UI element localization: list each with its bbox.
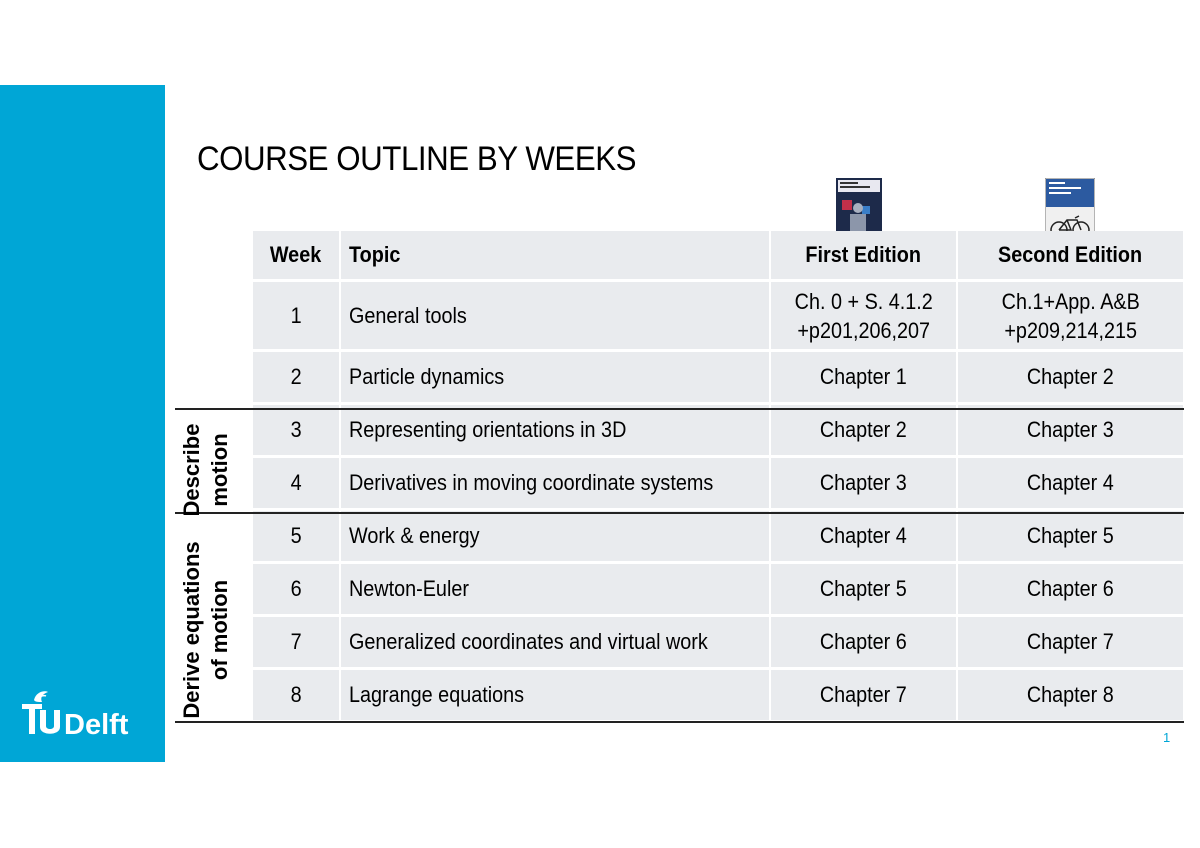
first-edition-cell: Chapter 6 (770, 616, 957, 669)
topic-cell: Representing orientations in 3D (340, 404, 770, 457)
week-cell: 1 (253, 281, 340, 351)
table-row (253, 563, 1184, 616)
group-divider (175, 512, 1184, 514)
week-cell: 8 (253, 669, 340, 722)
page-number: 1 (1163, 730, 1171, 745)
week-cell: 3 (253, 404, 340, 457)
course-outline-table (253, 231, 1185, 723)
group-label-describe-motion: Describe motion (179, 423, 232, 517)
topic-cell: General tools (340, 281, 770, 351)
header-topic: Topic (340, 231, 770, 281)
week-cell: 6 (253, 563, 340, 616)
second-edition-cell: Chapter 7 (957, 616, 1184, 669)
topic-cell: Work & energy (340, 510, 770, 563)
tudelft-logo (20, 690, 150, 740)
first-edition-cell: Ch. 0 + S. 4.1.2 +p201,206,207 (770, 281, 957, 351)
week-cell: 5 (253, 510, 340, 563)
group-divider (175, 408, 1184, 410)
table-row (253, 351, 1184, 404)
first-edition-cell: Chapter 7 (770, 669, 957, 722)
table-bottom-rule (175, 721, 1184, 723)
second-edition-cell: Chapter 6 (957, 563, 1184, 616)
first-edition-cell: Chapter 4 (770, 510, 957, 563)
second-edition-cell: Ch.1+App. A&B +p209,214,215 (957, 281, 1184, 351)
table-row (253, 616, 1184, 669)
header-second-edition: Second Edition (957, 231, 1184, 281)
week-cell: 7 (253, 616, 340, 669)
first-edition-cell: Chapter 3 (770, 457, 957, 510)
brand-sidebar (0, 85, 165, 762)
table-header-row (253, 231, 1184, 281)
table-row (253, 281, 1184, 351)
first-edition-cell: Chapter 1 (770, 351, 957, 404)
slide-title: COURSE OUTLINE BY WEEKS (197, 140, 637, 178)
table-row (253, 404, 1184, 457)
second-edition-cell: Chapter 4 (957, 457, 1184, 510)
group-label-derive-equations: Derive equations of motion (179, 541, 232, 719)
topic-cell: Newton-Euler (340, 563, 770, 616)
topic-cell: Lagrange equations (340, 669, 770, 722)
table-row (253, 669, 1184, 722)
second-edition-cell: Chapter 5 (957, 510, 1184, 563)
svg-text:Delft: Delft (64, 709, 129, 740)
header-first-edition: First Edition (770, 231, 957, 281)
second-edition-cell: Chapter 2 (957, 351, 1184, 404)
second-edition-cell: Chapter 8 (957, 669, 1184, 722)
week-cell: 2 (253, 351, 340, 404)
table-row (253, 510, 1184, 563)
table-row (253, 457, 1184, 510)
header-week: Week (253, 231, 340, 281)
week-cell: 4 (253, 457, 340, 510)
topic-cell: Particle dynamics (340, 351, 770, 404)
second-edition-cell: Chapter 3 (957, 404, 1184, 457)
topic-cell: Generalized coordinates and virtual work (340, 616, 770, 669)
topic-cell: Derivatives in moving coordinate systems (340, 457, 770, 510)
first-edition-cell: Chapter 2 (770, 404, 957, 457)
first-edition-cell: Chapter 5 (770, 563, 957, 616)
